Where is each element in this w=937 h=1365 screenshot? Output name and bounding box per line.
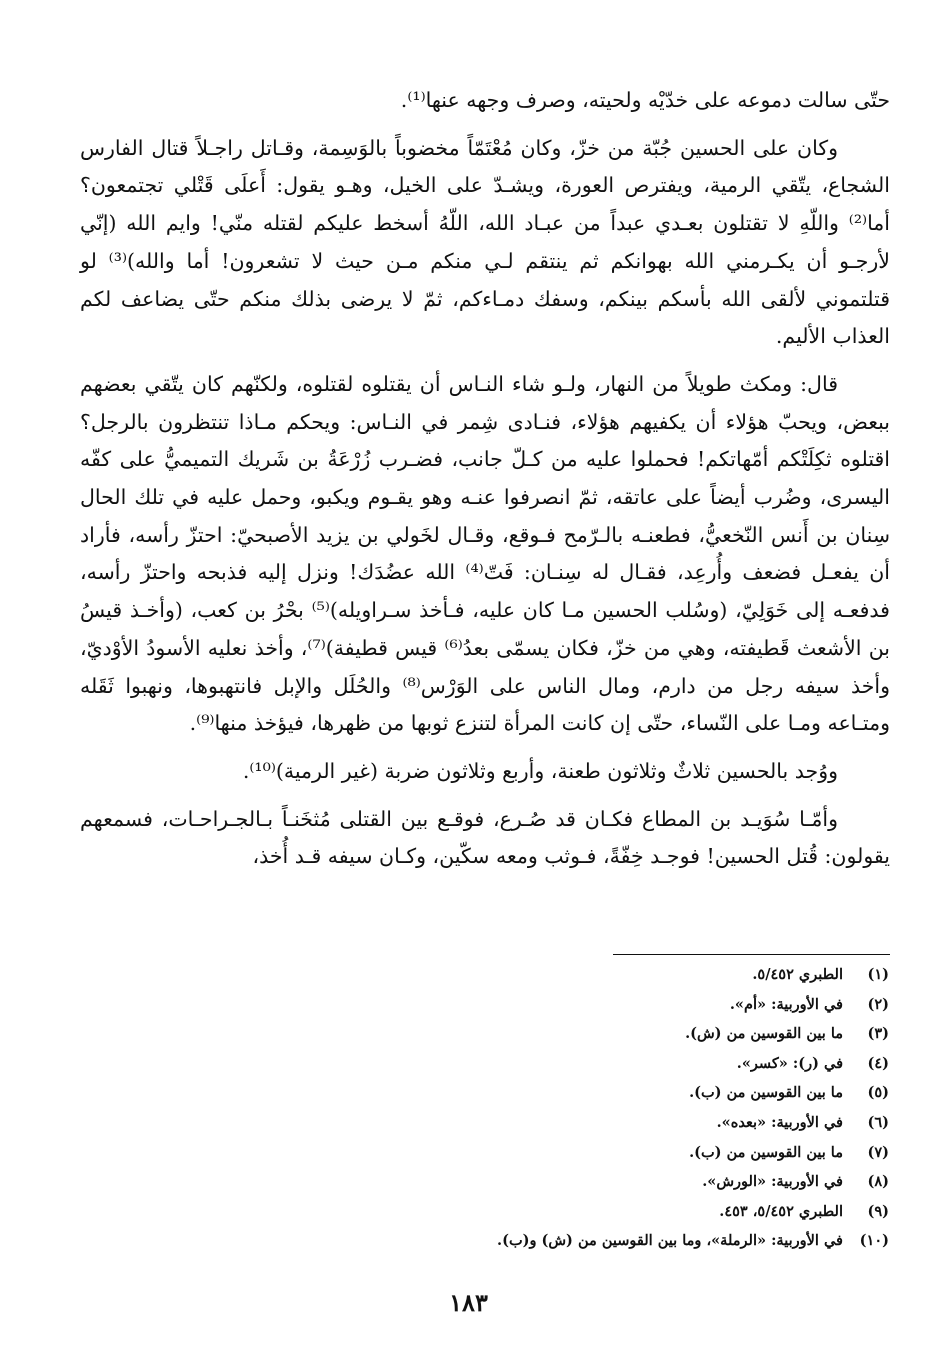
footnote-item: [289, 990, 889, 1020]
footnote-text: في الأوربية: «الرملة»، وما بين القوسين من (ش) و(ب).: [497, 1232, 843, 1250]
footnote-item: [289, 1019, 889, 1049]
footnote-item: [289, 1197, 889, 1227]
footnote-number: (٥): [867, 1084, 889, 1102]
paragraph-5: وأمّـا سُوَيـد بن المطاع فكـان قد صُـرع، فوقـع بين القتلى مُثخَنـاً بـالجـراحـات، فسمعهم يقولون: قُتل الحسين! فوجـد خِفّةً، فـوثب ومعه سكّين، وكـان سيفه قـد أُخذ،: [80, 806, 890, 869]
footnote-text: في الأوربية: «أم».: [729, 995, 843, 1013]
page-number: ١٨٣: [449, 1288, 488, 1317]
footnote-text: الطبري ٥/٤٥٢.: [752, 966, 843, 983]
footnote-number: (٧): [867, 1143, 889, 1161]
footnote-number: (٦): [867, 1113, 889, 1131]
footnote-text: ما بين القوسين من (ب).: [689, 1143, 843, 1161]
footnote-number: (٢): [867, 995, 889, 1013]
footnote-text: الطبري ٥/٤٥٢، ٤٥٣.: [719, 1202, 843, 1220]
footnote-item: [289, 1108, 889, 1138]
footnote-item: [289, 1138, 889, 1168]
footnote-text: ما بين القوسين من (ب).: [689, 1084, 843, 1102]
footnote-item: [289, 1167, 889, 1197]
paragraph-1: حتّى سالت دموعه على خدّيْه ولحيته، وصرف وجهه عنها⁽¹⁾.: [400, 88, 890, 112]
footnote-number: (٨): [867, 1173, 889, 1191]
paragraph-4: ووُجد بالحسين ثلاثٌ وثلاثون طعنة، وأربع وثلاثون ضربة (غير الرمية)⁽¹⁰⁾.: [242, 758, 838, 783]
footnote-number: (٣): [867, 1025, 889, 1043]
footnote-item: [289, 1049, 889, 1079]
footnote-item: [289, 960, 889, 990]
footnote-text: في (ر): «كسر».: [736, 1054, 843, 1072]
footnote-text: ما بين القوسين من (ش).: [685, 1025, 843, 1043]
footnotes: [289, 960, 889, 1256]
main-text: [80, 82, 890, 876]
footnote-number: (١): [867, 966, 889, 983]
footnote-number: (٤): [867, 1054, 889, 1072]
footnote-item: [289, 1078, 889, 1108]
footnote-number: (٩): [867, 1202, 889, 1220]
footnote-divider: [613, 954, 890, 955]
footnote-text: في الأوربية: «بعده».: [716, 1113, 843, 1131]
paragraph-2: وكان على الحسين جُبّة من خزّ، وكان مُعْتَمّاً مخضوباً بالوَسِمة، وقـاتل راجـلاً قتال الفارس الشجاع، يتّقي الرمية، ويفترص العورة، ويشـدّ على الخيل، وهـو يقول: أَعلَى قَتْلي تجتمعون؟ أما⁽²⁾ واللّهِ لا تقتلون بعـدي عبداً من عبـاد الله، اللّهُ أسخط عليكم لقتله منّي! وايم الله (إنّي لأرجـو أن يكـرمني الله بهوانكم ثم ينتقم لـي منكم مـن حيث لا تشعرون! أما والله)⁽³⁾ لو قتلتموني لألقى الله بأسكم بينكم، وسفك دمـاءكم، ثمّ لا يرضى بذلك منكم حتّى يضاعف لكم العذاب الأليم.: [80, 135, 890, 349]
footnote-number: (١٠): [859, 1232, 889, 1250]
footnote-item: [289, 1226, 889, 1256]
paragraph-3: قال: ومكث طويلاً من النهار، ولـو شاء النـاس أن يقتلوه لقتلوه، ولكنّهم كان يتّقي بعضهم ببعض، ويحبّ هؤلاء أن يكفيهم هؤلاء، فنـادى شِمر في النـاس: ويحكم مـاذا تنتظرون بالرجل؟ اقتلوه ثكِلَتْكم أمّهاتكم! فحملوا عليه من كـلّ جانب، فضـرب زُرْعَةُ بن شَريك التميميُّ على كفّه اليسرى، وضُرب أيضاً على عاتقه، ثمّ انصرفوا عنـه وهو يقـوم ويكبو، وحمل عليه في تلك الحال سِنان بن أَنس النّخعيُّ، فطعنـه بالـرّمح فـوقع، وقـال لخَولي بن يزيد الأصبحيّ: احتزّ رأسه، فأراد أن يفعـل فضعف وأُرعِد، فقـال له سِنـان: فَتّ⁽⁴⁾ الله عضُدَك! ونزل إليه فذبحه واحتزّ رأسه، فدفعـه إلى خَوَلِيّ، (وسُلب الحسين مـا كان عليه، فـأخذ سـراويله)⁽⁵⁾ بحْرُ بن كعب، (وأخـذ قيسُ بن الأشعث قَطيفته، وهي من خزّ، فكان يسمّى بعدُ⁽⁶⁾ قيس قطيفة)⁽⁷⁾، وأخذ نعليه الأسودُ الأوْديّ، وأخذ سيفه رجل من دارم، ومال الناس على الوَرْس⁽⁸⁾ والحُلَل والإبل فانتهبوها، ونهبوا ثَقَله ومتـاعه ومـا على النّساء، حتّى إن كانت المرأة لتنزع ثوبها من ظهرها، فيؤخذ منها⁽⁹⁾.: [80, 371, 891, 736]
footnote-text: في الأوربية: «الورش».: [702, 1173, 843, 1191]
